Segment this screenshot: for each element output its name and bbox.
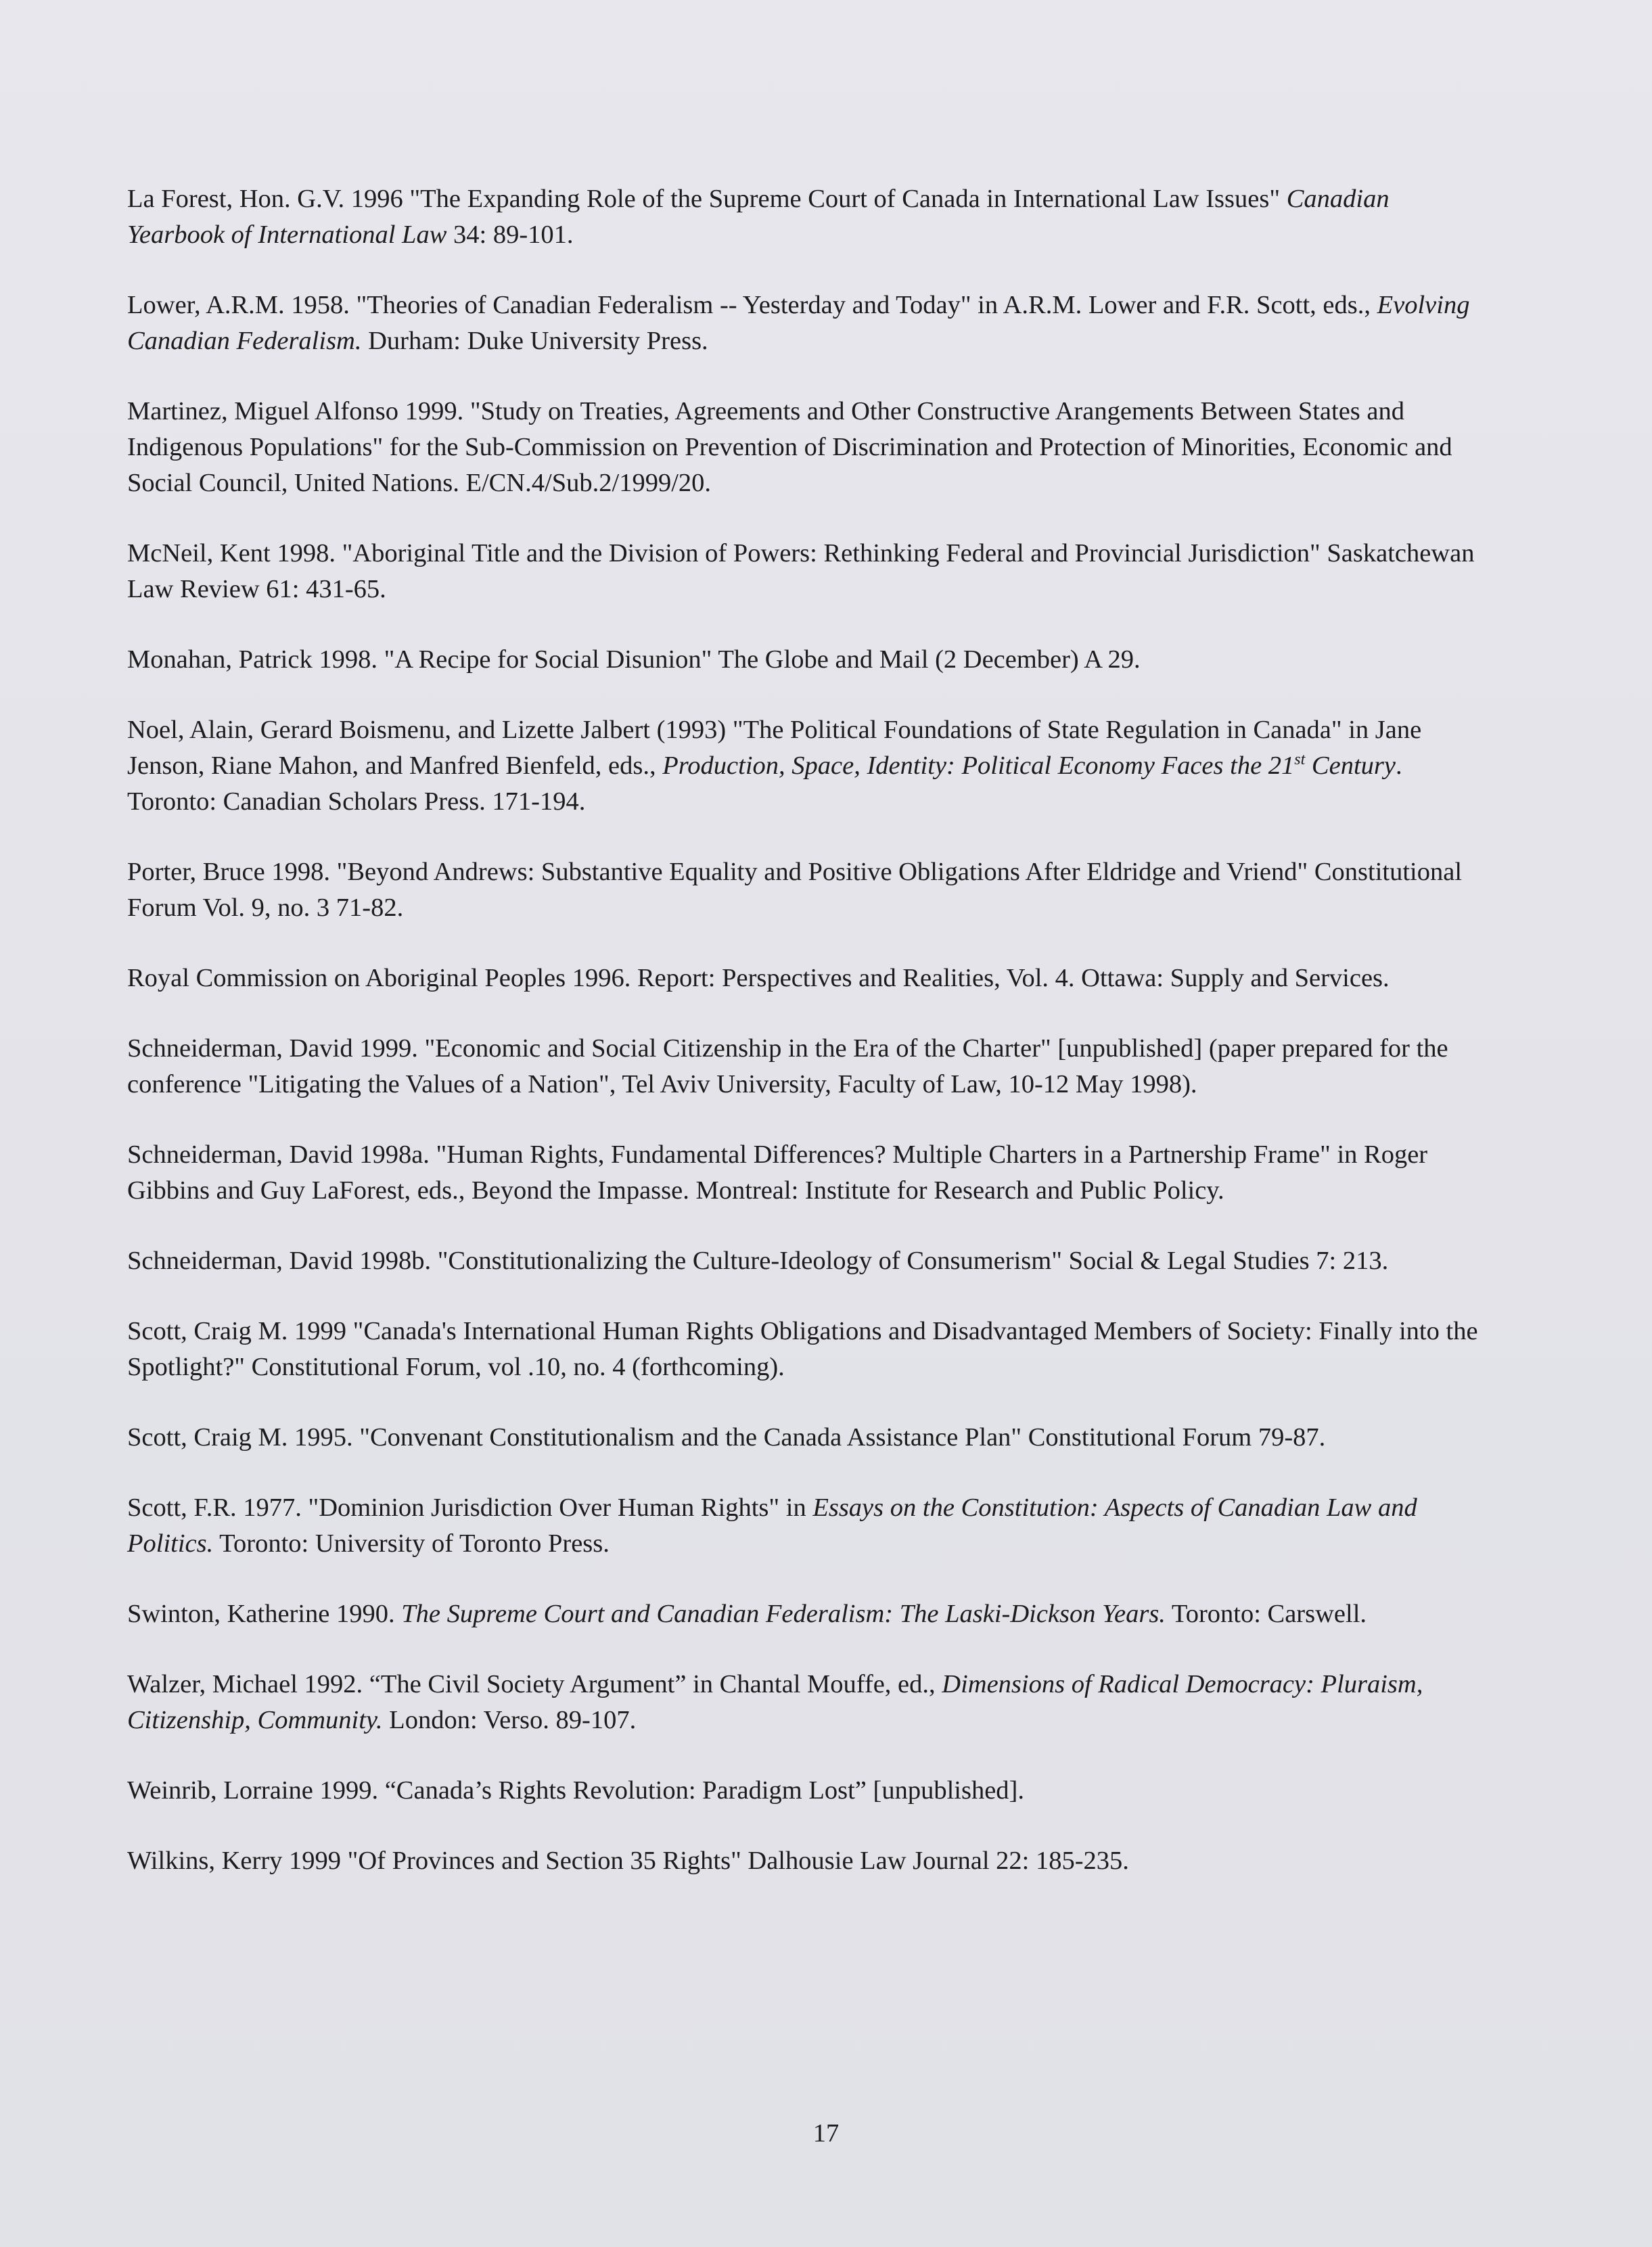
reference-entry: Wilkins, Kerry 1999 "Of Provinces and Section 35 Rights" Dalhousie Law Journal 22: 185-235. (127, 1847, 1129, 1875)
reference-entry: Martinez, Miguel Alfonso 1999. "Study on Treaties, Agreements and Other Constructive Arangements Between States and Indigenous Populations" for the Sub-Commission on Prevention of Discrimination and Protection of Minorities, Economic and Social Council, United Nations. E/CN.4/Sub.2/1999/20. (127, 397, 1452, 497)
reference-entry: Scott, Craig M. 1995. "Convenant Constitutionalism and the Canada Assistance Plan" Constitutional Forum 79-87. (127, 1423, 1326, 1452)
reference-entry: Scott, Craig M. 1999 "Canada's International Human Rights Obligations and Disadvantaged Members of Society: Finally into the Spotlight?" Constitutional Forum, vol .10, no. 4 (forthcoming). (127, 1317, 1478, 1381)
reference-entry: Weinrib, Lorraine 1999. “Canada’s Rights Revolution: Paradigm Lost” [unpublished]. (127, 1776, 1024, 1805)
reference-entry: La Forest, Hon. G.V. 1996 "The Expanding Role of the Supreme Court of Canada in International Law Issues" Canadian Yearbook of International Law 34: 89-101. (127, 185, 1390, 249)
reference-entry: Noel, Alain, Gerard Boismenu, and Lizette Jalbert (1993) "The Political Foundations of State Regulation in Canada" in Jane Jenson, Riane Mahon, and Manfred Bienfeld, eds., Production, Space, Identity: Political Economy Faces the 21st Century. Toronto: Canadian Scholars Press. 171-194. (127, 716, 1422, 816)
reference-entry: Royal Commission on Aboriginal Peoples 1996. Report: Perspectives and Realities, Vol. 4. Ottawa: Supply and Services. (127, 964, 1390, 992)
reference-entry: Porter, Bruce 1998. "Beyond Andrews: Substantive Equality and Positive Obligations After Eldridge and Vriend" Constitutional Forum Vol. 9, no. 3 71-82. (127, 858, 1463, 922)
page-number: 17 (812, 2119, 840, 2148)
reference-entry: McNeil, Kent 1998. "Aboriginal Title and the Division of Powers: Rethinking Federal and Provincial Jurisdiction" Saskatchewan Law Review 61: 431-65. (127, 539, 1475, 603)
reference-entry: Schneiderman, David 1998a. "Human Rights, Fundamental Differences? Multiple Charters in a Partnership Frame" in Roger Gibbins and Guy LaForest, eds., Beyond the Impasse. Montreal: Institute for Research and Public Policy. (127, 1140, 1428, 1205)
reference-entry: Lower, A.R.M. 1958. "Theories of Canadian Federalism -- Yesterday and Today" in A.R.M. Lower and F.R. Scott, eds., Evolving Canadian Federalism. Durham: Duke University Press. (127, 291, 1470, 355)
reference-entry: Monahan, Patrick 1998. "A Recipe for Social Disunion" The Globe and Mail (2 December) A 29. (127, 645, 1141, 674)
reference-list (127, 181, 1487, 1914)
reference-entry: Schneiderman, David 1998b. "Constitutionalizing the Culture-Ideology of Consumerism" Social & Legal Studies 7: 213. (127, 1247, 1389, 1275)
reference-entry: Schneiderman, David 1999. "Economic and Social Citizenship in the Era of the Charter" [unpublished] (paper prepared for the conference "Litigating the Values of a Nation", Tel Aviv University, Faculty of Law, 10-12 May 1998). (127, 1034, 1448, 1098)
reference-entry: Walzer, Michael 1992. “The Civil Society Argument” in Chantal Mouffe, ed., Dimensions of Radical Democracy: Pluraism, Citizenship, Community. London: Verso. 89-107. (127, 1670, 1423, 1734)
reference-entry: Swinton, Katherine 1990. The Supreme Court and Canadian Federalism: The Laski-Dickson Years. Toronto: Carswell. (127, 1600, 1367, 1628)
reference-entry: Scott, F.R. 1977. "Dominion Jurisdiction Over Human Rights" in Essays on the Constitution: Aspects of Canadian Law and Politics. Toronto: University of Toronto Press. (127, 1493, 1417, 1558)
